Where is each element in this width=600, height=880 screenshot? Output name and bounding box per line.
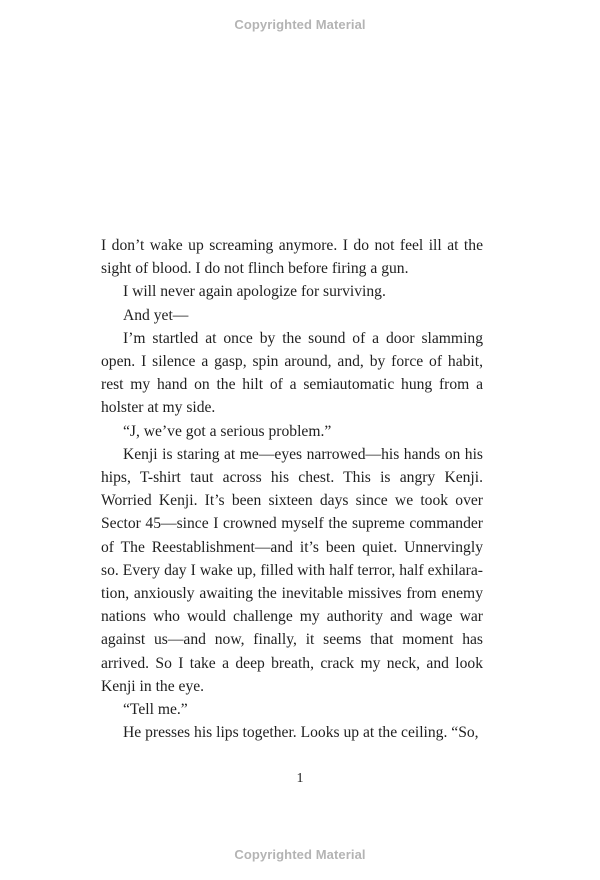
paragraph-7: “Tell me.”: [123, 701, 188, 719]
paragraph-1: I don’t wake up screaming anymore. I do not feel ill at the sight of blood. I do not flinch before firing a gun.: [101, 237, 483, 278]
body-text: [101, 234, 483, 744]
page-number: 1: [296, 771, 304, 786]
paragraph-2: I will never again apologize for surviving.: [123, 283, 386, 301]
paragraph-5: “J, we’ve got a serious problem.”: [123, 422, 332, 440]
paragraph-3: And yet—: [123, 306, 189, 324]
copyright-watermark-bottom: Copyrighted Material: [234, 847, 366, 862]
copyright-watermark-top: Copyrighted Material: [234, 17, 366, 32]
paragraph-4: I’m startled at once by the sound of a door slamming open. I silence a gasp, spin around, and, by force of habit, rest my hand on the hilt of a semiautomatic hung from a holster at my side.: [101, 329, 483, 417]
paragraph-6: Kenji is staring at me—eyes narrowed—his hands on his hips, T-shirt taut across his chest. This is angry Kenji. Worried Kenji. It’s been sixteen days since we took over Sector 45—since I crowned myself the supreme commander of The Reestablishment—and it’s been quiet. Unnervingly so. Every day I wake up, filled with half terror, half exhilaration, anxiously awaiting the inevitable missives from enemy nations who would challenge my authority and wage war against us—and now, finally, it seems that moment has arrived. So I take a deep breath, crack my neck, and look Kenji in the eye.: [101, 445, 483, 695]
paragraph-8: He presses his lips together. Looks up at the ceiling. “So,: [123, 724, 479, 742]
